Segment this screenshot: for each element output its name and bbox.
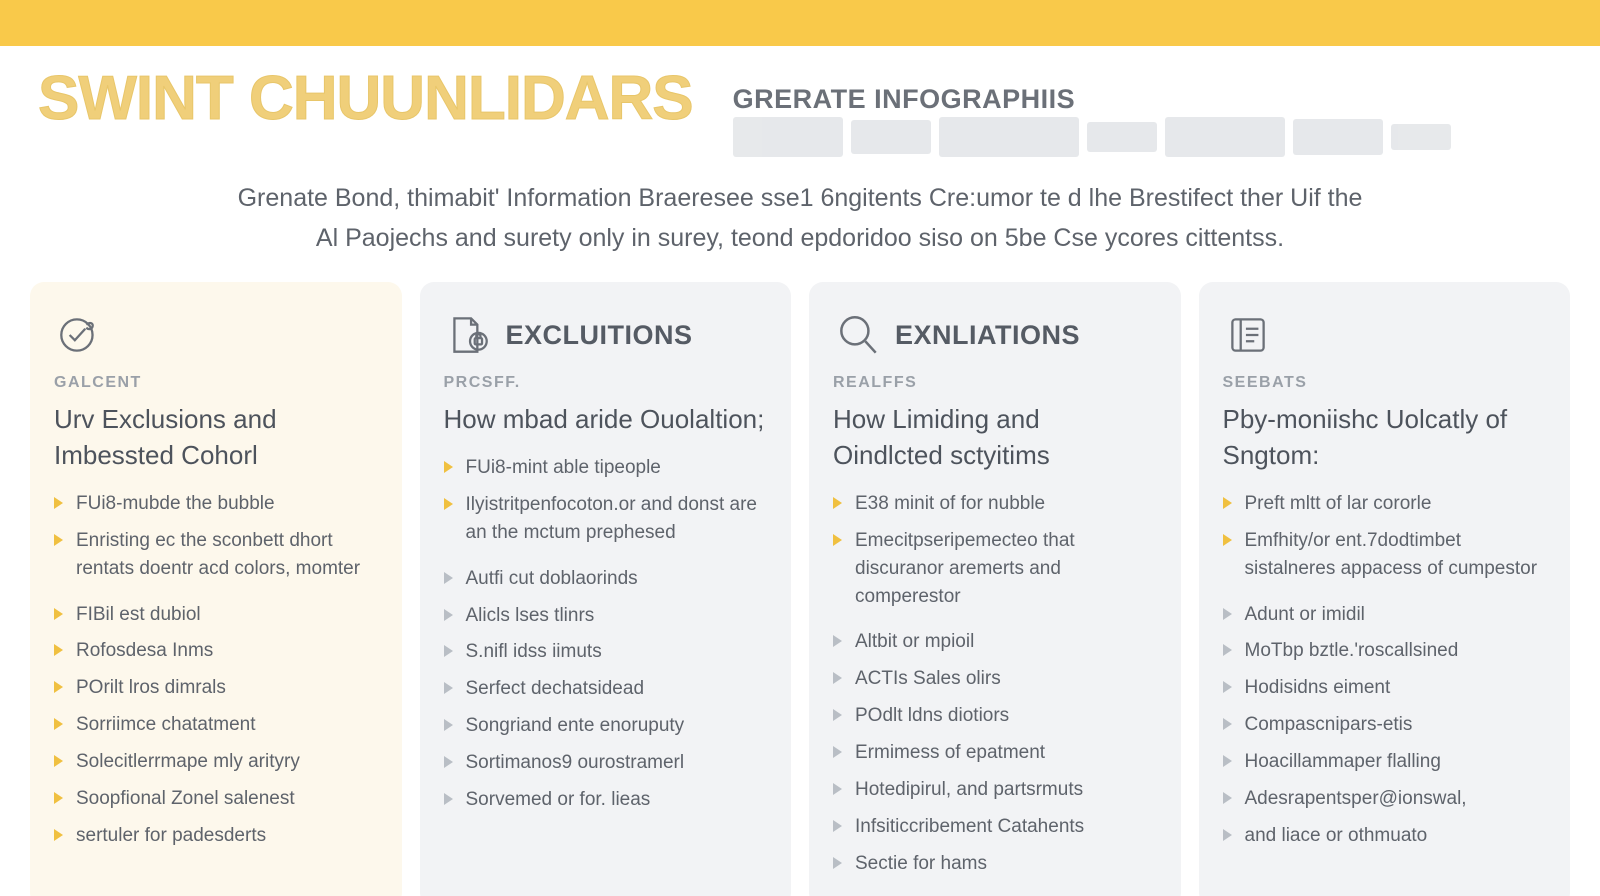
list-item xyxy=(444,602,768,630)
list-item-label: Rofosdesa Inms xyxy=(76,640,214,662)
triangle-bullet-icon xyxy=(54,792,66,804)
card-4-bullets-primary xyxy=(1223,490,1547,583)
list-item-label: Altbit or mpioil xyxy=(855,631,975,653)
list-item xyxy=(833,490,1157,518)
list-item xyxy=(444,675,768,703)
card-1-head xyxy=(54,306,378,364)
list-item xyxy=(54,637,378,665)
card-1-kicker: GALCENT xyxy=(54,374,142,391)
list-item-label: Emecitpseripemecteo that discuranor aremerts and comperestor xyxy=(855,529,1075,607)
triangle-bullet-icon xyxy=(54,608,66,620)
triangle-bullet-icon xyxy=(833,709,845,721)
list-item-label: Hotedipirul, and partsrmuts xyxy=(855,779,1084,801)
list-item-label: POdlt ldns diotiors xyxy=(855,705,1010,727)
list-item-label: Adesrapentsper@ionswal, xyxy=(1244,788,1467,810)
triangle-bullet-icon xyxy=(54,534,66,546)
list-item xyxy=(833,628,1157,656)
triangle-bullet-icon xyxy=(444,756,456,768)
card-4-bullets-secondary xyxy=(1223,601,1547,850)
list-item xyxy=(833,527,1157,611)
list-item xyxy=(444,638,768,666)
list-item-label: MoTbp bztle.'roscallsined xyxy=(1244,640,1459,662)
card-3-head xyxy=(833,306,1157,364)
list-item xyxy=(444,454,768,482)
list-item-label: Compascnipars-etis xyxy=(1244,714,1413,736)
placeholder-block xyxy=(851,120,931,154)
list-item-label: FIBil est dubiol xyxy=(76,603,201,625)
decorative-placeholder-row xyxy=(733,117,1562,157)
card-4-title: Pby-moniishc Uolcatly of Sngtom: xyxy=(1222,404,1508,470)
list-item xyxy=(833,776,1157,804)
card-2 xyxy=(420,282,792,896)
list-item xyxy=(54,711,378,739)
placeholder-block xyxy=(939,117,1079,157)
triangle-bullet-icon xyxy=(444,793,456,805)
list-item-label: Soopfional Zonel salenest xyxy=(76,788,295,810)
list-item xyxy=(1223,527,1547,583)
list-item-label: POrilt lros dimrals xyxy=(76,677,226,699)
list-item xyxy=(54,785,378,813)
magnifier-icon xyxy=(833,310,883,360)
triangle-bullet-icon xyxy=(444,609,456,621)
card-3-bullets-secondary xyxy=(833,628,1157,877)
triangle-bullet-icon xyxy=(833,497,845,509)
triangle-bullet-icon xyxy=(1223,644,1235,656)
subtitle-block xyxy=(733,68,1562,157)
list-item-label: Solecitlerrmape mly arityry xyxy=(76,751,300,773)
list-item xyxy=(1223,490,1547,518)
triangle-bullet-icon xyxy=(444,572,456,584)
card-4-kicker: SEEBATS xyxy=(1222,374,1308,391)
top-accent-bar xyxy=(0,0,1600,46)
list-item-label: Adunt or imidil xyxy=(1244,603,1365,625)
triangle-bullet-icon xyxy=(444,498,456,510)
list-item xyxy=(54,822,378,850)
list-item xyxy=(833,665,1157,693)
triangle-bullet-icon xyxy=(1223,792,1235,804)
list-item xyxy=(54,527,378,583)
list-item xyxy=(54,748,378,776)
triangle-bullet-icon xyxy=(54,755,66,767)
list-item-label: Songriand ente enoruputy xyxy=(465,715,685,737)
list-item-label: Ilyistritpenfocoton.or and donst are an the mctum prephesed xyxy=(465,493,758,543)
card-2-head xyxy=(444,306,768,364)
header xyxy=(0,46,1600,157)
list-item-label: Alicls lses tlinrs xyxy=(465,604,595,626)
card-3-kicker: REALFFS xyxy=(833,374,918,391)
card-4 xyxy=(1199,282,1571,896)
card-1 xyxy=(30,282,402,896)
card-2-bullets-secondary xyxy=(444,565,768,814)
triangle-bullet-icon xyxy=(444,645,456,657)
card-3-bullets-primary xyxy=(833,490,1157,611)
list-item xyxy=(54,674,378,702)
list-item xyxy=(54,490,378,518)
card-4-head xyxy=(1223,306,1547,364)
triangle-bullet-icon xyxy=(1223,497,1235,509)
list-item-label: Autfi cut doblaorinds xyxy=(465,567,638,589)
document-lock-icon xyxy=(444,310,494,360)
list-item xyxy=(1223,674,1547,702)
list-item xyxy=(1223,601,1547,629)
title-row xyxy=(38,64,1562,157)
lead-paragraph xyxy=(0,179,1600,258)
list-item-label: and liace or othmuato xyxy=(1244,825,1428,847)
list-item xyxy=(444,491,768,547)
triangle-bullet-icon xyxy=(1223,534,1235,546)
list-item-label: Enristing ec the sconbett dhort rentats doentr acd colors, momter xyxy=(76,529,361,579)
list-item xyxy=(444,786,768,814)
list-item-label: Infsiticcribement Catahents xyxy=(855,816,1085,838)
triangle-bullet-icon xyxy=(1223,608,1235,620)
list-item-label: ACTIs Sales olirs xyxy=(855,668,1001,690)
placeholder-block xyxy=(1391,124,1451,150)
list-item xyxy=(444,712,768,740)
list-item-label: S.nifl idss iimuts xyxy=(465,641,602,663)
triangle-bullet-icon xyxy=(1223,681,1235,693)
list-item-label: Sorvemed or for. lieas xyxy=(465,789,651,811)
triangle-bullet-icon xyxy=(833,857,845,869)
triangle-bullet-icon xyxy=(54,829,66,841)
list-item-label: Sortimanos9 ourostramerl xyxy=(465,752,685,774)
placeholder-block xyxy=(1087,122,1157,152)
card-1-title: Urv Exclusions and Imbessted Cohorl xyxy=(54,404,277,470)
lead-line-1: Grenate Bond, thimabit' Information Braeresee sse1 6ngitents Cre:umor te d lhe Brestifect ther Uif the xyxy=(237,184,1363,212)
card-1-bullets-primary xyxy=(54,490,378,583)
card-3-head-title: EXNLIATIONS xyxy=(895,319,1081,350)
triangle-bullet-icon xyxy=(54,718,66,730)
list-item xyxy=(833,813,1157,841)
triangle-bullet-icon xyxy=(833,783,845,795)
list-item-label: FUi8-mint able tipeople xyxy=(465,456,661,478)
list-item xyxy=(1223,748,1547,776)
check-badge-icon xyxy=(54,310,104,360)
list-item xyxy=(444,565,768,593)
card-2-kicker: PRCSFF. xyxy=(443,374,521,391)
page-title: SWINT CHUUNLIDARS xyxy=(38,64,693,133)
list-item xyxy=(1223,785,1547,813)
triangle-bullet-icon xyxy=(54,681,66,693)
card-2-head-title: EXCLUITIONS xyxy=(505,319,693,350)
triangle-bullet-icon xyxy=(444,461,456,473)
list-item-label: E38 minit of for nubble xyxy=(855,492,1046,514)
card-3-title: How Limiding and Oindlcted sctyitims xyxy=(833,404,1050,470)
list-item-label: Ermimess of epatment xyxy=(855,742,1046,764)
list-item xyxy=(833,739,1157,767)
list-item-label: Preft mltt of lar cororle xyxy=(1244,492,1432,514)
triangle-bullet-icon xyxy=(1223,829,1235,841)
list-item-label: Sorriimce chatatment xyxy=(76,714,256,736)
list-item-label: FUi8-mubde the bubble xyxy=(76,492,275,514)
triangle-bullet-icon xyxy=(833,746,845,758)
notebook-icon xyxy=(1223,310,1273,360)
card-2-bullets-primary xyxy=(444,454,768,547)
triangle-bullet-icon xyxy=(444,719,456,731)
triangle-bullet-icon xyxy=(833,635,845,647)
card-grid xyxy=(0,258,1600,896)
placeholder-block xyxy=(1293,119,1383,155)
list-item xyxy=(1223,637,1547,665)
list-item-label: Hoacillammaper flalling xyxy=(1244,751,1441,773)
list-item xyxy=(1223,822,1547,850)
lead-line-2: Al Paojechs and surety only in surey, teond epdoridoo siso on 5be Cse ycores cittentss. xyxy=(315,223,1285,252)
triangle-bullet-icon xyxy=(833,820,845,832)
triangle-bullet-icon xyxy=(54,644,66,656)
list-item-label: Serfect dechatsidead xyxy=(465,678,645,700)
list-item xyxy=(833,850,1157,878)
triangle-bullet-icon xyxy=(833,534,845,546)
page-subtitle: GRERATE INFOGRAPHIIS xyxy=(732,84,1076,114)
list-item xyxy=(833,702,1157,730)
list-item-label: Hodisidns eiment xyxy=(1244,677,1391,699)
triangle-bullet-icon xyxy=(444,682,456,694)
triangle-bullet-icon xyxy=(1223,755,1235,767)
card-3 xyxy=(809,282,1181,896)
list-item-label: Emfhity/or ent.7dodtimbet sistalneres appacess of cumpestor xyxy=(1244,529,1538,579)
card-1-bullets-secondary xyxy=(54,601,378,850)
list-item xyxy=(1223,711,1547,739)
triangle-bullet-icon xyxy=(54,497,66,509)
triangle-bullet-icon xyxy=(833,672,845,684)
card-2-title: How mbad aride Ouolaltion; xyxy=(443,404,765,434)
list-item xyxy=(54,601,378,629)
placeholder-block xyxy=(733,117,843,157)
placeholder-block xyxy=(1165,117,1285,157)
list-item-label: Sectie for hams xyxy=(855,852,987,874)
list-item xyxy=(444,749,768,777)
triangle-bullet-icon xyxy=(1223,718,1235,730)
list-item-label: sertuler for padesderts xyxy=(76,825,267,847)
